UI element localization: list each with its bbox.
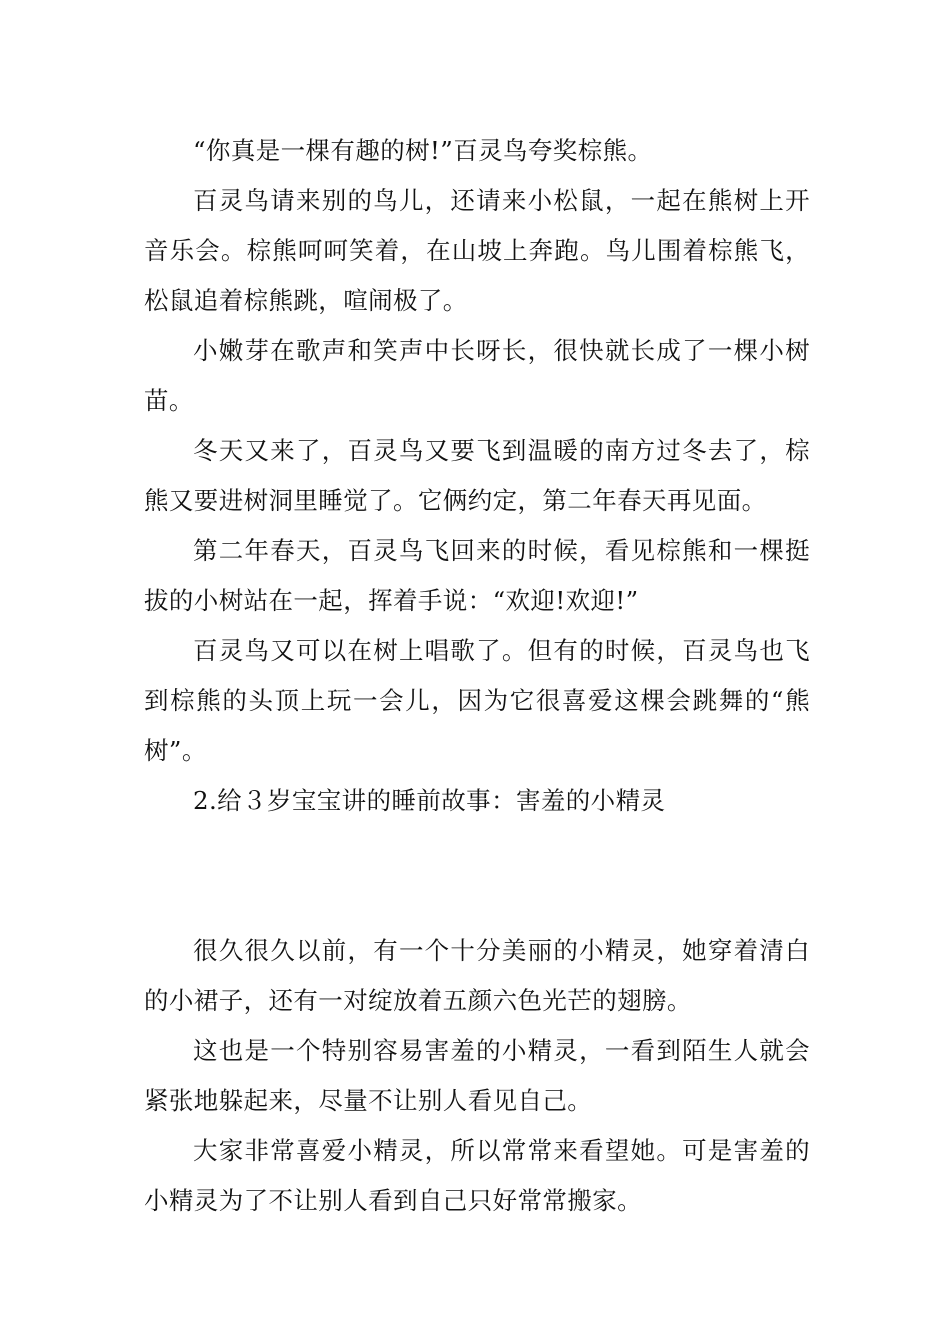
paragraph: 冬天又来了，百灵鸟又要飞到温暖的南方过冬去了，棕熊又要进树洞里睡觉了。它俩约定，第二年春天再见面。 [144,436,810,515]
section-heading: 2.给３岁宝宝讲的睡前故事：害羞的小精灵 [193,786,666,815]
paragraph: 第二年春天，百灵鸟飞回来的时候，看见棕熊和一棵挺拔的小树站在一起，挥着手说：“欢迎!欢迎!” [144,536,810,615]
paragraph: 小嫩芽在歌声和笑声中长呀长，很快就长成了一棵小树苗。 [144,336,810,415]
paragraph: 很久很久以前，有一个十分美丽的小精灵，她穿着清白的小裙子，还有一对绽放着五颜六色光芒的翅膀。 [144,936,810,1015]
paragraph: 大家非常喜爱小精灵，所以常常来看望她。可是害羞的小精灵为了不让别人看到自己只好常常搬家。 [144,1136,810,1215]
paragraph: 这也是一个特别容易害羞的小精灵，一看到陌生人就会紧张地躲起来，尽量不让别人看见自己。 [144,1036,810,1115]
document-body [144,126,810,1226]
paragraph: 百灵鸟请来别的鸟儿，还请来小松鼠，一起在熊树上开音乐会。棕熊呵呵笑着，在山坡上奔跑。鸟儿围着棕熊飞，松鼠追着棕熊跳，喧闹极了。 [144,186,810,315]
paragraph: “你真是一棵有趣的树!”百灵鸟夸奖棕熊。 [193,136,653,165]
section-spacer [144,826,810,926]
paragraph: 百灵鸟又可以在树上唱歌了。但有的时候，百灵鸟也飞到棕熊的头顶上玩一会儿，因为它很喜爱这棵会跳舞的“熊树”。 [144,636,810,765]
